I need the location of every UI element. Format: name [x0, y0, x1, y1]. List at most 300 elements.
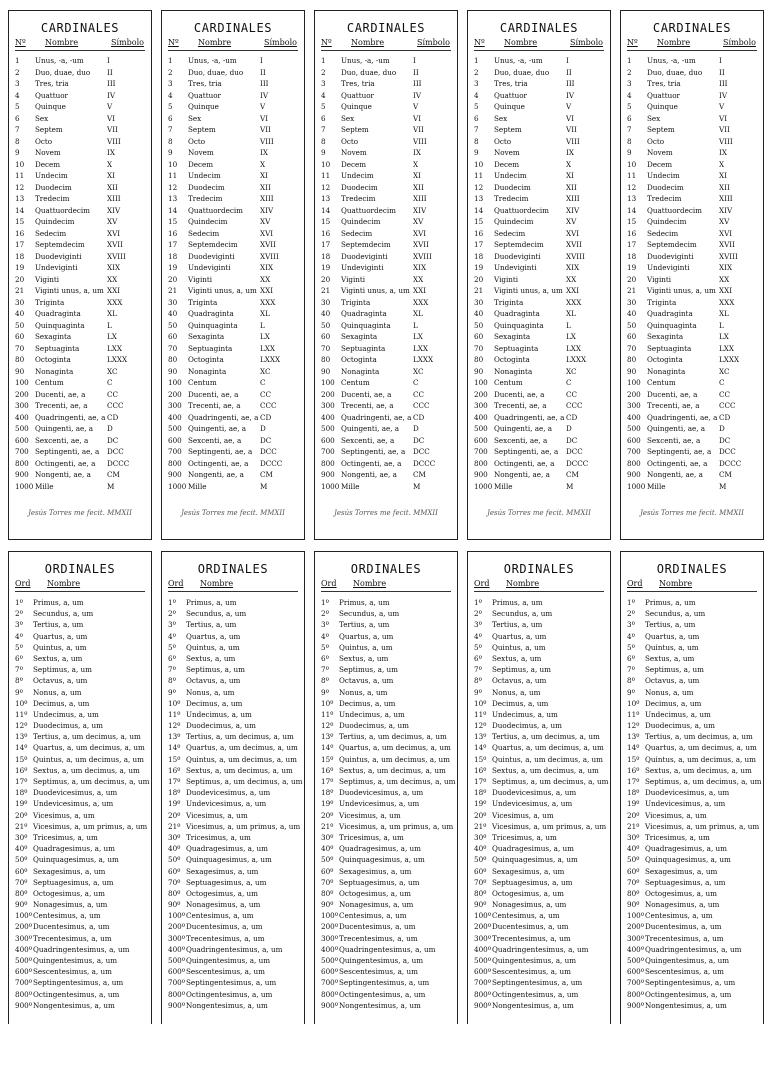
roman-symbol: X [107, 159, 113, 169]
latin-name: Quingentesimus, a, um [186, 956, 271, 965]
roman-symbol: L [719, 320, 724, 330]
latin-name: Quadringentesimus, a, um [492, 944, 589, 954]
number-value: 10 [474, 159, 484, 169]
number-value: 500 [474, 424, 488, 433]
ordinal-number: 10º [321, 698, 334, 708]
latin-name: Quadringenti, ae, a [341, 412, 412, 422]
number-value: 80 [321, 355, 331, 364]
ordinal-number: 200º [15, 922, 33, 932]
card-title: ORDINALES [503, 562, 575, 576]
latin-name: Quattuordecim [188, 205, 243, 215]
list-item [168, 787, 300, 798]
ordinal-number: 15º [627, 754, 640, 764]
roman-symbol: C [566, 378, 572, 387]
roman-symbol: V [566, 102, 572, 111]
roman-symbol: XII [107, 182, 118, 192]
number-value: 700 [474, 447, 488, 456]
number-value: 800 [15, 458, 29, 468]
latin-name: Triginta [494, 297, 524, 307]
list-item [627, 274, 759, 286]
ordinal-number: 20º [627, 810, 640, 820]
list-item [627, 469, 759, 481]
list-item [474, 843, 606, 854]
cardinals-card [467, 10, 611, 540]
column-header [321, 579, 451, 592]
roman-symbol: VIII [260, 136, 274, 146]
list-item [15, 832, 147, 843]
ordinal-number: 18º [321, 788, 334, 798]
number-value: 400 [15, 412, 29, 422]
roman-symbol: XXX [260, 297, 276, 307]
list-item [627, 446, 759, 458]
ordinal-number: 9º [627, 687, 635, 697]
number-value: 1 [15, 56, 20, 65]
number-value: 21 [474, 286, 484, 295]
roman-symbol: CD [260, 412, 272, 422]
ordinal-number: 12º [627, 721, 640, 731]
latin-name: Sextus, a, um decimus, a, um [33, 765, 140, 775]
ordinal-number: 17º [321, 777, 334, 786]
ordinal-number: 1º [627, 598, 635, 607]
latin-name: Nonus, a, um [492, 687, 541, 697]
list-item [168, 159, 300, 171]
ordinal-list [168, 597, 303, 1011]
list-item [627, 787, 759, 798]
list-item [321, 664, 453, 675]
number-value: 800 [321, 458, 335, 468]
latin-name: Septuaginta [35, 343, 80, 353]
roman-symbol: DCC [719, 447, 736, 456]
ordinal-number: 7º [627, 665, 635, 675]
list-item [15, 899, 147, 910]
list-item [168, 377, 300, 389]
latin-name: Septingenti, ae, a [647, 447, 712, 456]
roman-symbol: V [719, 102, 725, 111]
latin-name: Septingenti, ae, a [341, 447, 406, 456]
list-item [321, 377, 453, 389]
roman-symbol: V [107, 102, 113, 111]
ordinal-number: 70º [321, 877, 334, 887]
header-name: Nombre [351, 38, 385, 47]
latin-name: Quintus, a, um decimus, a, um [186, 754, 297, 764]
latin-name: Centesimus, a, um [645, 911, 713, 921]
list-item [15, 989, 147, 1000]
header-name: Nombre [200, 579, 234, 588]
list-item [474, 481, 606, 493]
ordinal-number: 7º [321, 665, 329, 675]
latin-name: Centum [494, 378, 523, 387]
latin-name: Septimus, a, um decimus, a, um [339, 777, 456, 786]
ordinal-number: 11º [321, 709, 334, 719]
ordinal-number: 700º [474, 978, 492, 988]
list-item [15, 182, 147, 194]
list-item [168, 205, 300, 217]
latin-name: Centesimus, a, um [492, 911, 560, 921]
header-number: Nº [168, 38, 179, 47]
number-value: 14 [474, 205, 484, 215]
number-value: 15 [627, 217, 637, 226]
column-header [627, 38, 757, 51]
latin-name: Sexaginta [188, 332, 225, 341]
list-item [15, 159, 147, 171]
roman-symbol: II [107, 67, 113, 77]
latin-name: Secundus, a, um [339, 609, 400, 619]
list-item [168, 776, 303, 787]
roman-symbol: III [260, 79, 269, 88]
list-item [474, 731, 606, 742]
list-item [627, 90, 759, 102]
roman-symbol: XI [566, 171, 574, 180]
roman-symbol: XVII [260, 240, 276, 249]
ordinal-number: 13º [321, 732, 334, 742]
latin-name: Quartus, a, um decimus, a, um [33, 743, 145, 753]
roman-symbol: XC [260, 366, 271, 376]
roman-symbol: XX [566, 274, 577, 284]
list-item [474, 619, 606, 630]
list-item [474, 754, 606, 765]
ordinal-number: 21º [321, 821, 334, 831]
ordinal-number: 20º [474, 810, 487, 820]
author-credit: Jesús Torres me fecit. MMXII [487, 509, 591, 517]
latin-name: Nongenti, ae, a [341, 470, 397, 479]
ordinal-number: 10º [168, 698, 181, 708]
ordinal-number: 50º [168, 855, 181, 865]
roman-symbol: LX [107, 332, 117, 341]
list-item [474, 989, 606, 1000]
latin-name: Vicesimus, a, um primus, a, um [645, 821, 760, 831]
list-item [321, 955, 453, 966]
latin-name: Octavus, a, um [492, 676, 547, 686]
list-item [168, 709, 300, 720]
number-value: 21 [627, 286, 637, 295]
ordinal-list [15, 597, 150, 1011]
ordinal-number: 4º [15, 631, 23, 641]
list-item [15, 400, 147, 412]
latin-name: Sexaginta [494, 332, 531, 341]
latin-name: Quinquaginta [647, 320, 697, 330]
list-item [474, 709, 606, 720]
list-item [15, 754, 147, 765]
latin-name: Octingentesimus, a, um [33, 989, 120, 999]
roman-symbol: XIII [719, 194, 733, 203]
latin-name: Triginta [188, 297, 218, 307]
list-item [168, 366, 300, 378]
roman-symbol: VII [413, 125, 424, 134]
ordinal-number: 600º [168, 967, 186, 977]
column-header [627, 579, 757, 592]
latin-name: Undecim [35, 171, 68, 180]
list-item [168, 193, 300, 205]
latin-name: Duodecimus, a, um [33, 721, 103, 731]
number-value: 4 [474, 90, 479, 100]
number-value: 17 [321, 240, 331, 249]
number-value: 19 [627, 263, 637, 272]
latin-name: Duo, duae, duo [35, 67, 91, 77]
ordinal-number: 30º [168, 832, 181, 842]
roman-symbol: XVII [413, 240, 429, 249]
number-value: 50 [321, 320, 331, 330]
number-value: 19 [474, 263, 484, 272]
header-number: Ord [627, 579, 643, 588]
roman-symbol: LXXX [719, 355, 740, 364]
list-item [168, 877, 300, 888]
roman-symbol: XIX [413, 263, 427, 272]
number-value: 15 [15, 217, 25, 226]
latin-name: Tertius, a, um decimus, a, um [33, 732, 141, 742]
ordinal-number: 100º [15, 911, 33, 921]
latin-name: Octoginta [188, 355, 224, 364]
list-item [321, 343, 453, 355]
number-value: 40 [627, 309, 637, 318]
roman-symbol: XXI [719, 286, 733, 295]
latin-name: Trecenti, ae, a [341, 401, 394, 410]
latin-name: Quintus, a, um decimus, a, um [339, 754, 450, 764]
ordinal-number: 9º [168, 687, 176, 697]
ordinal-number: 80º [321, 888, 334, 898]
roman-symbol: DCC [413, 447, 430, 456]
latin-name: Triginta [35, 297, 65, 307]
list-item [15, 742, 147, 753]
list-item [627, 308, 759, 320]
ordinal-number: 5º [321, 642, 329, 652]
ordinal-number: 500º [627, 956, 645, 965]
ordinal-number: 60º [15, 866, 28, 876]
list-item [627, 113, 759, 125]
latin-name: Vicesimus, a, um [645, 810, 707, 820]
latin-name: Quingentesimus, a, um [492, 956, 577, 965]
number-value: 50 [168, 320, 178, 330]
list-item [474, 343, 606, 355]
ordinal-number: 50º [321, 855, 334, 865]
latin-name: Septuagesimus, a, um [186, 877, 267, 887]
roman-symbol: XXI [566, 286, 580, 295]
roman-symbol: XIV [719, 205, 733, 215]
list-item [321, 631, 453, 642]
list-item [15, 320, 147, 332]
number-value: 16 [168, 228, 178, 238]
number-value: 900 [321, 470, 335, 479]
ordinal-number: 100º [321, 911, 339, 921]
list-item [168, 90, 300, 102]
list-item [474, 899, 606, 910]
list-item [15, 731, 147, 742]
latin-name: Centum [188, 378, 217, 387]
list-item [321, 798, 453, 809]
latin-name: Septemdecim [494, 240, 544, 249]
number-value: 10 [168, 159, 178, 169]
roman-symbol: DCCC [107, 458, 130, 468]
list-item [474, 458, 606, 470]
latin-name: Vicesimus, a, um [186, 810, 248, 820]
list-item [627, 400, 759, 412]
roman-symbol: XIX [566, 263, 580, 272]
number-value: 21 [321, 286, 331, 295]
number-value: 5 [627, 102, 632, 111]
latin-name: Sextus, a, um [339, 653, 389, 663]
card-title: ORDINALES [350, 562, 422, 576]
roman-symbol: V [260, 102, 266, 111]
roman-symbol: XI [413, 171, 421, 180]
roman-symbol: CM [260, 470, 273, 479]
latin-name: Duodecim [494, 182, 531, 192]
roman-symbol: CM [413, 470, 426, 479]
number-value: 5 [15, 102, 20, 111]
roman-symbol: CD [107, 412, 119, 422]
list-item [627, 888, 759, 899]
roman-symbol: L [107, 320, 112, 330]
latin-name: Septemdecim [188, 240, 238, 249]
roman-symbol: XC [566, 366, 577, 376]
latin-name: Nonus, a, um [33, 687, 82, 697]
list-item [15, 810, 147, 821]
number-value: 14 [168, 205, 178, 215]
ordinal-number: 18º [627, 788, 640, 798]
ordinal-number: 14º [15, 743, 28, 753]
roman-symbol: CD [413, 412, 425, 422]
ordinal-number: 200º [474, 922, 492, 932]
list-item [321, 754, 453, 765]
ordinal-number: 1º [321, 598, 329, 607]
number-value: 200 [321, 389, 335, 399]
ordinal-number: 50º [15, 855, 28, 865]
latin-name: Duo, duae, duo [647, 67, 703, 77]
list-item [168, 597, 300, 608]
number-value: 70 [321, 343, 331, 353]
latin-name: Duodeviginti [341, 251, 388, 261]
number-value: 19 [321, 263, 331, 272]
ordinals-card [467, 551, 611, 1024]
header-number: Nº [15, 38, 26, 47]
number-value: 30 [168, 297, 178, 307]
card-title: ORDINALES [44, 562, 116, 576]
author-credit: Jesús Torres me fecit. MMXII [181, 509, 285, 517]
number-value: 500 [168, 424, 182, 433]
list-item [627, 754, 759, 765]
ordinal-number: 9º [321, 687, 329, 697]
latin-name: Duodevicesimus, a, um [492, 788, 577, 798]
latin-name: Septimus, a, um [492, 665, 551, 675]
number-value: 9 [474, 148, 479, 157]
number-value: 21 [168, 286, 178, 295]
number-value: 100 [474, 378, 488, 387]
number-value: 300 [321, 401, 335, 410]
roman-symbol: XL [719, 309, 729, 318]
latin-name: Tertius, a, um decimus, a, um [645, 732, 753, 742]
list-item [474, 239, 606, 251]
roman-symbol: XIII [260, 194, 274, 203]
roman-symbol: XVI [413, 228, 427, 238]
list-item [474, 354, 606, 366]
list-item [168, 910, 300, 921]
latin-name: Viginti [35, 274, 60, 284]
ordinals-card [314, 551, 458, 1024]
roman-symbol: LX [260, 332, 270, 341]
list-item [474, 182, 606, 194]
latin-name: Duodevicesimus, a, um [186, 788, 271, 798]
roman-symbol: IX [107, 148, 115, 157]
number-value: 18 [168, 251, 178, 261]
latin-name: Primus, a, um [186, 598, 237, 607]
latin-name: Octoginta [494, 355, 530, 364]
number-value: 6 [321, 113, 326, 123]
list-item [321, 1000, 453, 1011]
latin-name: Quartus, a, um [492, 631, 547, 641]
list-item [321, 821, 453, 832]
ordinal-number: 11º [627, 709, 640, 719]
roman-symbol: CC [719, 389, 730, 399]
ordinal-number: 60º [627, 866, 640, 876]
list-item [321, 843, 453, 854]
ordinals-card [620, 551, 764, 1024]
latin-name: Octogesimus, a, um [645, 888, 717, 898]
latin-name: Centesimus, a, um [33, 911, 101, 921]
roman-symbol: VIII [566, 136, 580, 146]
number-value: 7 [627, 125, 632, 134]
latin-name: Sexagesimus, a, um [33, 866, 106, 876]
card-title: ORDINALES [656, 562, 728, 576]
ordinal-number: 80º [474, 888, 487, 898]
latin-name: Quartus, a, um [186, 631, 241, 641]
latin-name: Sextus, a, um decimus, a, um [645, 765, 752, 775]
ordinal-number: 100º [627, 911, 645, 921]
list-item [474, 933, 606, 944]
latin-name: Centesimus, a, um [186, 911, 254, 921]
ordinal-list [321, 597, 456, 1011]
ordinal-number: 100º [168, 911, 186, 921]
list-item [15, 366, 147, 378]
latin-name: Tertius, a, um decimus, a, um [339, 732, 447, 742]
list-item [474, 400, 606, 412]
list-item [627, 285, 759, 297]
header-number: Ord [321, 579, 337, 588]
latin-name: Quadringentesimus, a, um [186, 944, 283, 954]
ordinal-number: 15º [474, 754, 487, 764]
list-item [168, 412, 300, 424]
roman-symbol: XI [719, 171, 727, 180]
latin-name: Decimus, a, um [186, 698, 243, 708]
roman-symbol: CCC [107, 401, 124, 410]
latin-name: Decem [35, 159, 61, 169]
list-item [474, 742, 606, 753]
number-value: 15 [321, 217, 331, 226]
list-item [474, 469, 606, 481]
latin-name: Octogesimus, a, um [492, 888, 564, 898]
number-value: 4 [627, 90, 632, 100]
latin-name: Tricesimus, a, um [33, 832, 98, 842]
list-item [627, 239, 759, 251]
list-item [474, 877, 606, 888]
list-item [474, 193, 606, 205]
list-item [321, 136, 453, 148]
number-value: 4 [15, 90, 20, 100]
number-value: 20 [474, 274, 484, 284]
latin-name: Septuaginta [494, 343, 539, 353]
author-credit: Jesús Torres me fecit. MMXII [640, 509, 744, 517]
latin-name: Sexcenti, ae, a [647, 435, 701, 445]
number-value: 9 [627, 148, 632, 157]
latin-name: Duodecim [35, 182, 72, 192]
list-item [474, 262, 606, 274]
ordinal-number: 80º [168, 888, 181, 898]
list-item [474, 366, 606, 378]
ordinal-number: 12º [474, 721, 487, 731]
latin-name: Nonus, a, um [645, 687, 694, 697]
card-title: CARDINALES [40, 21, 120, 35]
list-item [627, 921, 759, 932]
roman-symbol: II [566, 67, 572, 77]
list-item [321, 481, 453, 493]
number-value: 40 [15, 309, 25, 318]
